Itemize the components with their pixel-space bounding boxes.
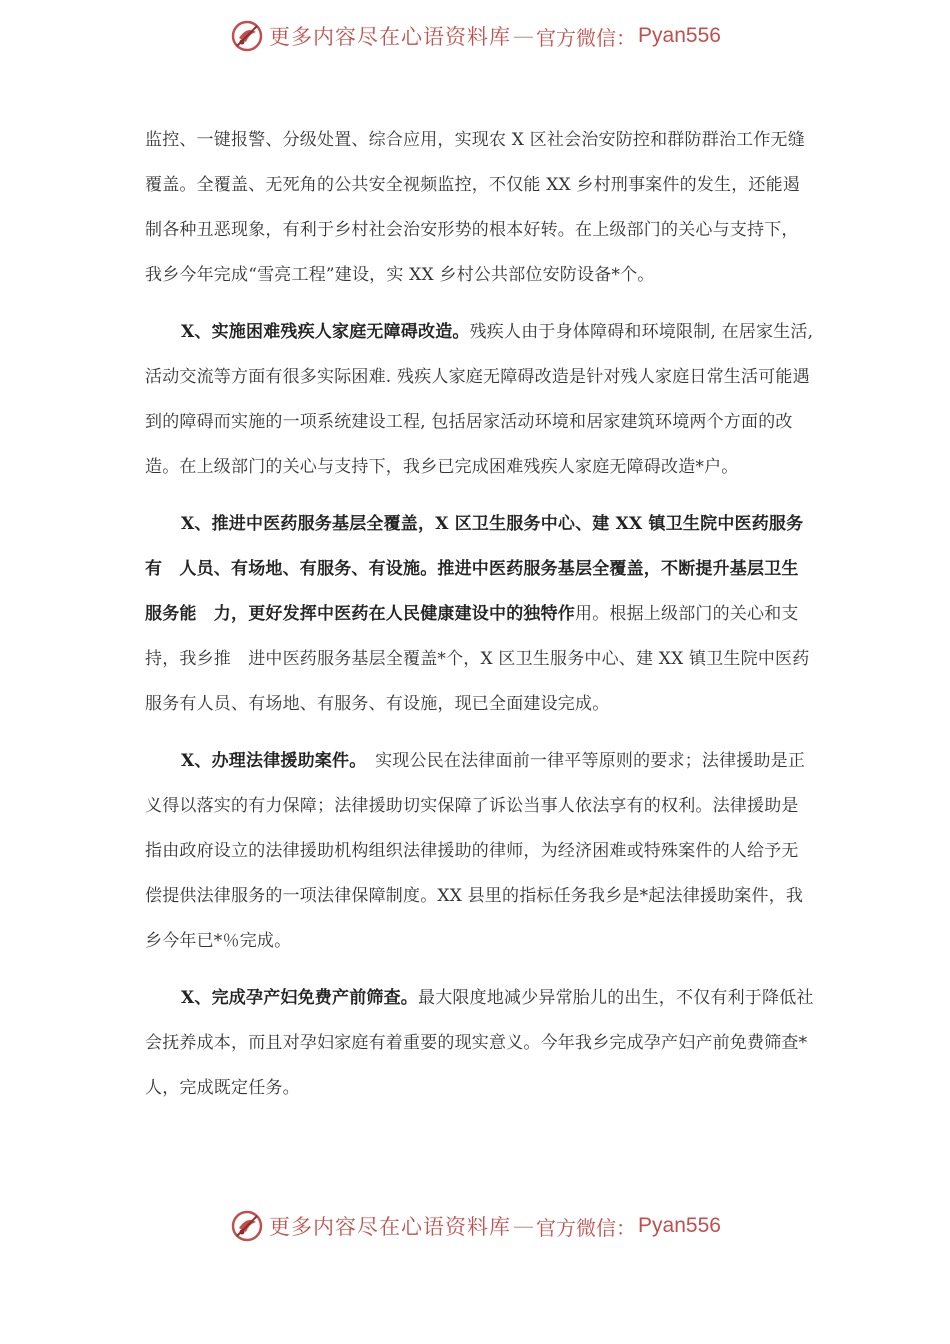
paragraph-body: 实现公民在法律面前一律平等原则的要求；法律援助是正义得以落实的有力保障；法律援助切实保障了诉讼当事人依法享有的权利。法律援助是指由政府设立的法律援助机构组织法律援助的律师，为经济困难或特殊案件的人给予无偿提供法律服务的一项法律保障制度。XX 县里的指标任务我乡是*起法律援助案件，我乡今年已*％完成。 bbox=[145, 751, 806, 951]
paragraph-3 bbox=[145, 502, 815, 727]
paragraph-heading: X、办理法律援助案件。 bbox=[181, 751, 358, 771]
paragraph-body: 用。根据上级部门的关心和支持，我乡推 进中医药服务基层全覆盖*个，X 区卫生服务中心、建 XX 镇卫生院中医药服务有人员、有场地、有服务、有设施，现已全面建设完成。 bbox=[145, 604, 810, 714]
header-banner bbox=[0, 16, 950, 56]
banner-separator: — bbox=[513, 24, 535, 48]
paragraph-body: 最大限度地减少异常胎儿的出生，不仅有利于降低社会抚养成本，而且对孕妇家庭有着重要的现实意义。今年我乡完成孕产妇产前免费筛查*人，完成既定任务。 bbox=[145, 988, 814, 1098]
logo-icon bbox=[229, 1208, 265, 1244]
paragraph-2 bbox=[145, 310, 815, 490]
paragraph-heading: X、实施困难残疾人家庭无障碍改造。 bbox=[181, 322, 470, 342]
footer-banner bbox=[0, 1206, 950, 1246]
paragraph-body: 残疾人由于身体障碍和环境限制, 在居家生活, 活动交流等方面有很多实际困难. 残疾人家庭无障碍改造是针对残人家庭日常生活可能遇到的障碍而实施的一项系统建设工程, 包括居家活动环境和居家建筑环境两个方面的改造。在上级部门的关心与支持下，我乡已完成困难残疾人家庭无障碍改造*户。 bbox=[145, 322, 814, 477]
banner-title: 更多内容尽在心语资料库 bbox=[269, 1215, 512, 1239]
banner-wechat-id: Pyan556 bbox=[638, 1214, 721, 1237]
paragraph-heading: X、完成孕产妇免费产前筛查。 bbox=[181, 988, 418, 1008]
logo-icon bbox=[229, 18, 265, 54]
banner-title: 更多内容尽在心语资料库 bbox=[269, 25, 512, 49]
banner-wechat-label: 官方微信： bbox=[536, 25, 637, 50]
document-body bbox=[145, 118, 815, 1123]
paragraph-5 bbox=[145, 976, 815, 1111]
paragraph-heading: X、推进中医药服务基层全覆盖，X 区卫生服务中心、建 XX 镇卫生院中医药服务有 人员、有场地、有服务、有设施。推进中医药服务基层全覆盖，不断提升基层卫生服务能 力，更好发挥中医药在人民健康建设中的独特作 bbox=[145, 514, 804, 624]
paragraph-1 bbox=[145, 118, 815, 298]
paragraph-4 bbox=[145, 739, 815, 964]
paragraph-body: 监控、一键报警、分级处置、综合应用，实现农 X 区社会治安防控和群防群治工作无缝覆盖。全覆盖、无死角的公共安全视频监控，不仅能 XX 乡村刑事案件的发生，还能遏制各种丑恶现象，有利于乡村社会治安形势的根本好转。在上级部门的关心与支持下，我乡今年完成“雪亮工程”建设，实 XX 乡村公共部位安防设备*个。 bbox=[145, 130, 805, 285]
banner-wechat-label: 官方微信： bbox=[536, 1215, 637, 1240]
banner-separator: — bbox=[513, 1214, 535, 1238]
banner-wechat-id: Pyan556 bbox=[638, 24, 721, 47]
